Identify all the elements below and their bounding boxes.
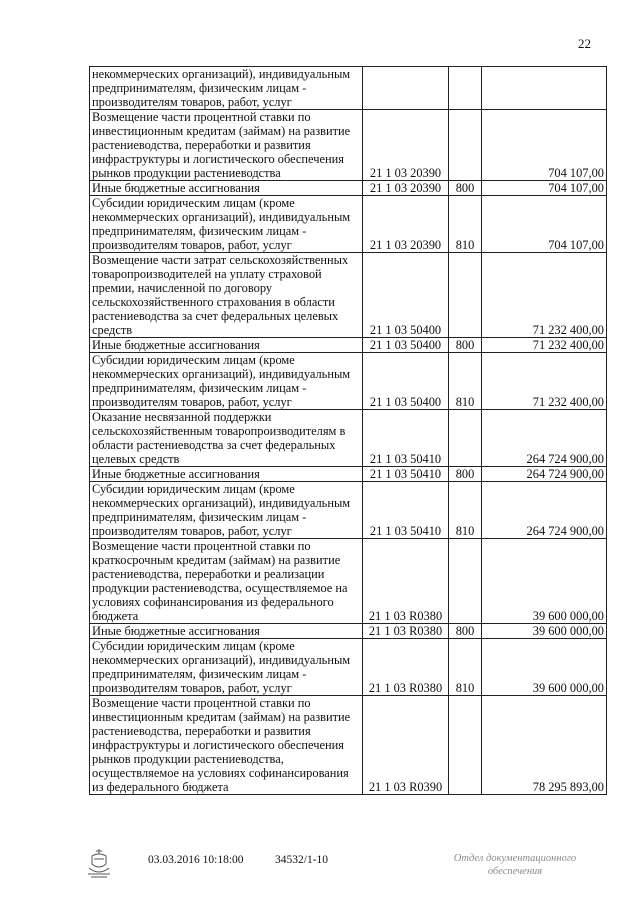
row-name-cell bbox=[90, 467, 363, 482]
row-type-cell: 800 bbox=[449, 338, 482, 353]
row-name-line: осуществляемое на условиях софинансирования bbox=[92, 766, 349, 780]
row-code-cell: 21 1 03 R0390 bbox=[363, 696, 449, 795]
row-name-line: целевых средств bbox=[92, 452, 180, 466]
footer-dept-line: обеспечения bbox=[487, 866, 543, 877]
row-name-cell bbox=[90, 539, 363, 624]
row-name-line: краткосрочным кредитам (займам) на развитие bbox=[92, 553, 341, 567]
budget-table bbox=[89, 66, 607, 795]
footer-dept-line: Отдел документационного bbox=[453, 853, 577, 864]
row-amount-cell: 71 232 400,00 bbox=[482, 253, 607, 338]
row-name-line: инфраструктуры и логистического обеспечения bbox=[92, 152, 344, 166]
row-code-cell: 21 1 03 R0380 bbox=[363, 639, 449, 696]
row-code-cell: 21 1 03 50410 bbox=[363, 467, 449, 482]
row-name-line: предпринимателям, физическим лицам - bbox=[92, 381, 307, 395]
row-name-line: некоммерческих организаций), индивидуальным bbox=[92, 653, 351, 667]
row-amount-cell: 264 724 900,00 bbox=[482, 410, 607, 467]
row-name-line: предпринимателям, физическим лицам - bbox=[92, 81, 307, 95]
row-name-line: Оказание несвязанной поддержки bbox=[92, 410, 272, 424]
row-type-cell bbox=[449, 696, 482, 795]
row-name-cell bbox=[90, 110, 363, 181]
coat-of-arms-icon bbox=[84, 846, 114, 883]
row-name-line: инвестиционным кредитам (займам) на развитие bbox=[92, 124, 351, 138]
row-name-line: производителям товаров, работ, услуг bbox=[92, 238, 292, 252]
table-row bbox=[90, 353, 607, 410]
row-name-line: Субсидии юридическим лицам (кроме bbox=[92, 482, 295, 496]
row-amount-cell: 39 600 000,00 bbox=[482, 639, 607, 696]
row-name-cell bbox=[90, 196, 363, 253]
row-name-cell bbox=[90, 253, 363, 338]
row-code-cell: 21 1 03 50410 bbox=[363, 482, 449, 539]
row-name-line: некоммерческих организаций), индивидуальным bbox=[92, 210, 351, 224]
row-code-cell: 21 1 03 20390 bbox=[363, 110, 449, 181]
row-type-cell bbox=[449, 410, 482, 467]
row-name-line: растениеводства, переработки и развития bbox=[92, 724, 311, 738]
row-name-line: бюджета bbox=[92, 609, 139, 623]
row-name-line: производителям товаров, работ, услуг bbox=[92, 524, 292, 538]
row-name-line: Иные бюджетные ассигнования bbox=[92, 624, 260, 638]
row-name-line: инфраструктуры и логистического обеспечения bbox=[92, 738, 344, 752]
row-name-line: Субсидии юридическим лицам (кроме bbox=[92, 196, 295, 210]
table-row bbox=[90, 696, 607, 795]
row-code-cell: 21 1 03 20390 bbox=[363, 196, 449, 253]
row-type-cell: 810 bbox=[449, 639, 482, 696]
row-name-line: Возмещение части затрат сельскохозяйственных bbox=[92, 253, 349, 267]
row-name-line: некоммерческих организаций), индивидуальным bbox=[92, 496, 351, 510]
row-name-line: инвестиционным кредитам (займам) на развитие bbox=[92, 710, 351, 724]
table-row bbox=[90, 467, 607, 482]
row-type-cell bbox=[449, 539, 482, 624]
row-name-line: сельскохозяйственным товаропроизводителям в bbox=[92, 424, 346, 438]
row-amount-cell: 39 600 000,00 bbox=[482, 624, 607, 639]
table-row bbox=[90, 196, 607, 253]
row-code-cell: 21 1 03 50400 bbox=[363, 338, 449, 353]
row-code-cell bbox=[363, 67, 449, 110]
row-type-cell: 800 bbox=[449, 624, 482, 639]
row-name-line: некоммерческих организаций), индивидуальным bbox=[92, 367, 351, 381]
row-name-line: производителям товаров, работ, услуг bbox=[92, 95, 292, 109]
row-type-cell bbox=[449, 110, 482, 181]
row-amount-cell: 704 107,00 bbox=[482, 181, 607, 196]
table-row bbox=[90, 539, 607, 624]
row-name-line: рынков продукции растениеводства bbox=[92, 166, 281, 180]
row-name-line: рынков продукции растениеводства, bbox=[92, 752, 284, 766]
row-code-cell: 21 1 03 R0380 bbox=[363, 539, 449, 624]
row-name-cell bbox=[90, 410, 363, 467]
table-row bbox=[90, 624, 607, 639]
row-name-line: из федерального бюджета bbox=[92, 780, 229, 794]
row-name-line: Возмещение части процентной ставки по bbox=[92, 696, 311, 710]
row-name-cell bbox=[90, 67, 363, 110]
row-name-line: растениеводства за счет федеральных целевых bbox=[92, 309, 339, 323]
row-amount-cell: 39 600 000,00 bbox=[482, 539, 607, 624]
row-name-line: Субсидии юридическим лицам (кроме bbox=[92, 639, 295, 653]
row-name-line: предпринимателям, физическим лицам - bbox=[92, 224, 307, 238]
row-type-cell: 810 bbox=[449, 196, 482, 253]
row-amount-cell: 704 107,00 bbox=[482, 196, 607, 253]
row-code-cell: 21 1 03 20390 bbox=[363, 181, 449, 196]
row-amount-cell: 78 295 893,00 bbox=[482, 696, 607, 795]
row-type-cell: 810 bbox=[449, 353, 482, 410]
table-row bbox=[90, 67, 607, 110]
row-amount-cell: 71 232 400,00 bbox=[482, 338, 607, 353]
row-code-cell: 21 1 03 50410 bbox=[363, 410, 449, 467]
page-number: 22 bbox=[578, 36, 591, 51]
row-code-cell: 21 1 03 50400 bbox=[363, 253, 449, 338]
row-name-cell bbox=[90, 482, 363, 539]
row-name-cell bbox=[90, 624, 363, 639]
row-name-line: условиях софинансирования из федерального bbox=[92, 595, 334, 609]
row-name-line: Иные бюджетные ассигнования bbox=[92, 338, 260, 352]
budget-table-body bbox=[90, 67, 607, 795]
row-code-cell: 21 1 03 50400 bbox=[363, 353, 449, 410]
row-name-line: предпринимателям, физическим лицам - bbox=[92, 510, 307, 524]
footer-department-stamp bbox=[440, 852, 590, 878]
row-type-cell bbox=[449, 253, 482, 338]
table-row bbox=[90, 110, 607, 181]
row-type-cell: 810 bbox=[449, 482, 482, 539]
footer-document-number: 34532/1-10 bbox=[275, 854, 329, 866]
row-name-cell bbox=[90, 353, 363, 410]
row-name-line: средств bbox=[92, 323, 133, 337]
row-name-line: производителям товаров, работ, услуг bbox=[92, 681, 292, 695]
row-name-cell bbox=[90, 338, 363, 353]
row-name-line: растениеводства, переработки и развития bbox=[92, 138, 311, 152]
row-type-cell: 800 bbox=[449, 181, 482, 196]
page-footer bbox=[0, 852, 640, 892]
row-type-cell: 800 bbox=[449, 467, 482, 482]
row-name-line: Субсидии юридическим лицам (кроме bbox=[92, 353, 295, 367]
table-row bbox=[90, 482, 607, 539]
footer-date: 03.03.2016 10:18:00 bbox=[148, 854, 244, 866]
row-name-cell bbox=[90, 639, 363, 696]
table-row bbox=[90, 181, 607, 196]
row-name-line: некоммерческих организаций), индивидуальным bbox=[92, 67, 351, 81]
row-name-line: Иные бюджетные ассигнования bbox=[92, 181, 260, 195]
row-amount-cell bbox=[482, 67, 607, 110]
row-name-line: производителям товаров, работ, услуг bbox=[92, 395, 292, 409]
row-name-line: Иные бюджетные ассигнования bbox=[92, 467, 260, 481]
row-amount-cell: 71 232 400,00 bbox=[482, 353, 607, 410]
row-amount-cell: 264 724 900,00 bbox=[482, 482, 607, 539]
row-amount-cell: 704 107,00 bbox=[482, 110, 607, 181]
row-name-cell bbox=[90, 696, 363, 795]
row-name-line: сельскохозяйственного страхования в области bbox=[92, 295, 335, 309]
row-name-line: Возмещение части процентной ставки по bbox=[92, 110, 311, 124]
row-name-line: растениеводства, переработки и реализации bbox=[92, 567, 325, 581]
row-name-line: продукции растениеводства, осуществляемое на bbox=[92, 581, 348, 595]
row-amount-cell: 264 724 900,00 bbox=[482, 467, 607, 482]
row-code-cell: 21 1 03 R0380 bbox=[363, 624, 449, 639]
table-row bbox=[90, 410, 607, 467]
row-name-cell bbox=[90, 181, 363, 196]
row-type-cell bbox=[449, 67, 482, 110]
row-name-line: Возмещение части процентной ставки по bbox=[92, 539, 311, 553]
row-name-line: товаропроизводителей на уплату страховой bbox=[92, 267, 322, 281]
table-row bbox=[90, 639, 607, 696]
row-name-line: предпринимателям, физическим лицам - bbox=[92, 667, 307, 681]
row-name-line: области растениеводства за счет федеральных bbox=[92, 438, 336, 452]
table-row bbox=[90, 338, 607, 353]
table-row bbox=[90, 253, 607, 338]
row-name-line: премии, начисленной по договору bbox=[92, 281, 273, 295]
